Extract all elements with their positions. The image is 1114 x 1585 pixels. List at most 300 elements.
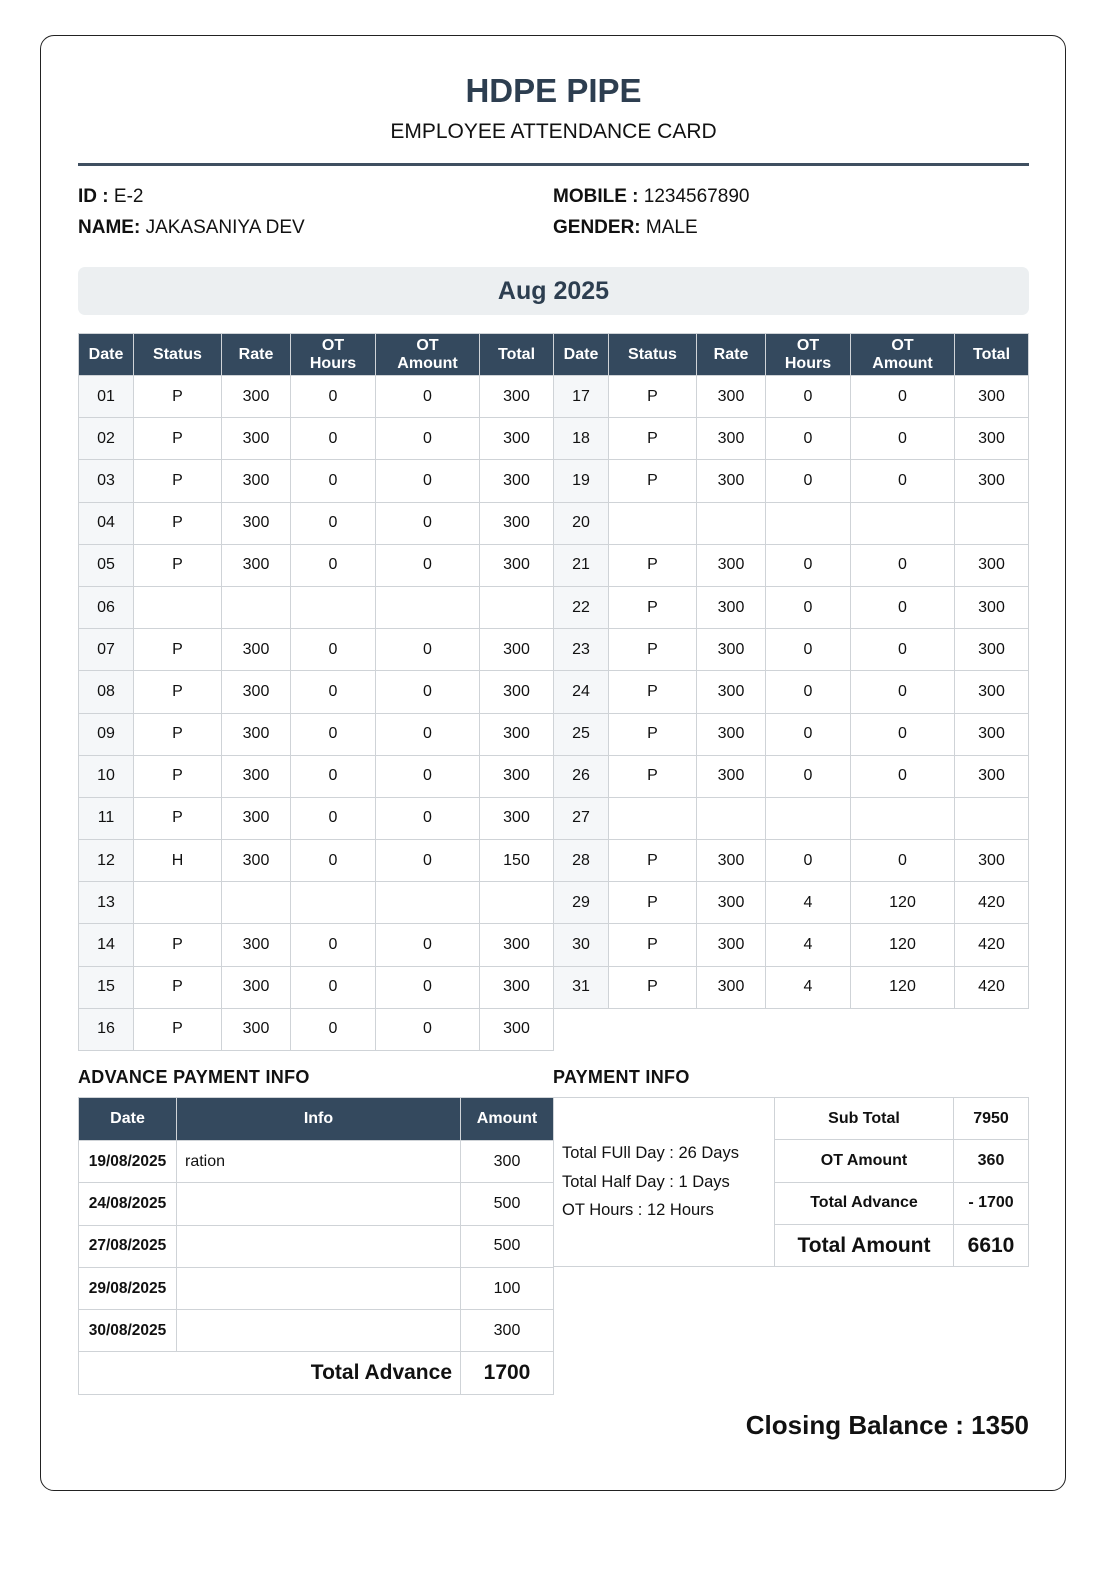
employee-name-label: NAME: [78,217,141,238]
advance-row [79,1225,554,1267]
attendance-row [79,418,554,460]
cell-ot-amount: 0 [851,713,955,755]
cell-status: P [609,882,697,924]
cell-rate: 300 [222,840,291,882]
cell-rate: 300 [697,671,766,713]
cell-ot-amount: 0 [376,544,480,586]
column-header-text: Status [628,345,677,363]
attendance-row [554,418,1029,460]
advance-amount: 300 [461,1141,554,1183]
employee-gender-label: GENDER: [553,217,641,238]
advance-row [79,1141,554,1183]
column-header-text: Total [497,345,536,363]
advance-row [79,1183,554,1225]
cell-ot-amount: 0 [851,671,955,713]
employee-gender [553,217,698,239]
cell-ot-hours: 0 [291,713,376,755]
cell-status: P [134,502,222,544]
cell-status: P [609,840,697,882]
cell-status: P [134,924,222,966]
column-header [766,334,851,376]
cell-total: 300 [480,502,554,544]
cell-rate [222,586,291,628]
cell-total: 300 [955,460,1029,502]
cell-total: 420 [955,882,1029,924]
cell-date: 31 [554,966,609,1008]
cell-ot-amount: 0 [376,966,480,1008]
attendance-row [554,376,1029,418]
attendance-row [554,544,1029,586]
cell-total: 300 [955,586,1029,628]
column-header-text: OT [891,336,914,354]
cell-date: 30 [554,924,609,966]
cell-ot-hours [766,797,851,839]
cell-ot-amount: 0 [376,755,480,797]
advance-amount: 100 [461,1267,554,1309]
cell-status: H [134,840,222,882]
column-header [697,334,766,376]
advance-row [79,1267,554,1309]
attendance-row [554,882,1029,924]
cell-date: 07 [79,629,134,671]
cell-ot-hours: 0 [291,671,376,713]
cell-rate: 300 [697,544,766,586]
payment-value: 6610 [954,1224,1029,1266]
advance-header-row [79,1098,554,1141]
cell-total: 300 [480,924,554,966]
cell-date: 06 [79,586,134,628]
cell-ot-amount: 0 [376,797,480,839]
cell-ot-hours: 0 [766,840,851,882]
column-header-text: OT [796,336,820,354]
cell-ot-amount: 0 [376,376,480,418]
column-header-text: OT [321,336,345,354]
attendance-row [554,586,1029,628]
cell-ot-amount: 0 [376,713,480,755]
advance-date: 24/08/2025 [79,1183,177,1225]
cell-ot-amount [851,797,955,839]
cell-status: P [134,376,222,418]
cell-rate: 300 [697,755,766,797]
advance-amount: 500 [461,1183,554,1225]
cell-rate: 300 [222,797,291,839]
column-header [554,334,609,376]
cell-rate: 300 [697,629,766,671]
cell-total: 420 [955,924,1029,966]
advance-total-label: Total Advance [79,1352,461,1394]
cell-ot-hours: 0 [291,966,376,1008]
advance-table [78,1097,554,1395]
cell-rate: 300 [222,966,291,1008]
cell-ot-amount: 0 [376,671,480,713]
cell-status: P [134,671,222,713]
cell-ot-hours: 0 [766,755,851,797]
cell-ot-amount [376,882,480,924]
cell-total: 300 [480,671,554,713]
cell-status: P [134,544,222,586]
attendance-row [79,502,554,544]
cell-status: P [134,460,222,502]
cell-ot-amount: 0 [851,418,955,460]
cell-ot-amount: 120 [851,882,955,924]
cell-date: 20 [554,502,609,544]
cell-rate: 300 [222,629,291,671]
advance-info [177,1183,461,1225]
cell-total: 420 [955,966,1029,1008]
attendance-row [79,544,554,586]
cell-ot-hours: 0 [766,713,851,755]
attendance-row [79,882,554,924]
cell-date: 10 [79,755,134,797]
cell-rate [222,882,291,924]
cell-rate: 300 [697,418,766,460]
cell-status: P [609,966,697,1008]
column-header [134,334,222,376]
payment-table [553,1097,1029,1267]
card-subtitle: EMPLOYEE ATTENDANCE CARD [390,120,717,143]
column-header-text: Total [972,345,1011,363]
cell-date: 01 [79,376,134,418]
attendance-row [79,671,554,713]
cell-total: 300 [955,755,1029,797]
cell-rate: 300 [222,755,291,797]
cell-status: P [609,586,697,628]
cell-ot-hours: 0 [291,418,376,460]
cell-rate: 300 [697,924,766,966]
cell-ot-amount [376,586,480,628]
advance-amount: 500 [461,1225,554,1267]
cell-total [955,502,1029,544]
cell-status: P [134,797,222,839]
cell-date: 11 [79,797,134,839]
cell-status [609,797,697,839]
cell-ot-amount: 0 [376,418,480,460]
employee-name [78,217,305,239]
cell-rate: 300 [222,376,291,418]
cell-rate: 300 [222,671,291,713]
cell-ot-amount: 120 [851,966,955,1008]
cell-ot-amount: 0 [851,840,955,882]
advance-info [177,1267,461,1309]
cell-date: 27 [554,797,609,839]
cell-status: P [134,1008,222,1050]
attendance-row [554,502,1029,544]
column-header [609,334,697,376]
payment-label: Sub Total [775,1098,954,1140]
header-divider [78,163,1029,166]
cell-ot-hours: 0 [291,376,376,418]
column-header [291,334,376,376]
column-header-text: Status [153,345,202,363]
advance-amount: 300 [461,1310,554,1352]
cell-date: 19 [554,460,609,502]
cell-ot-amount: 0 [376,502,480,544]
advance-row [79,1310,554,1352]
column-header [955,334,1029,376]
attendance-header-row [79,334,554,376]
attendance-row [554,713,1029,755]
payment-value: - 1700 [954,1182,1029,1224]
cell-date: 16 [79,1008,134,1050]
payment-value: 7950 [954,1098,1029,1140]
cell-ot-hours: 0 [766,629,851,671]
payment-label: OT Amount [775,1140,954,1182]
column-header [851,334,955,376]
cell-date: 12 [79,840,134,882]
cell-date: 18 [554,418,609,460]
advance-info [177,1225,461,1267]
cell-rate: 300 [697,586,766,628]
attendance-row [554,755,1029,797]
cell-total: 300 [480,376,554,418]
cell-total: 300 [955,840,1029,882]
cell-status: P [134,966,222,1008]
cell-ot-amount: 0 [376,840,480,882]
column-header [222,334,291,376]
payment-label: Total Amount [775,1224,954,1266]
advance-info [177,1310,461,1352]
payment-row [554,1098,1029,1140]
cell-ot-hours: 0 [291,629,376,671]
cell-rate: 300 [697,966,766,1008]
attendance-table-right [553,333,1029,1009]
cell-rate [697,797,766,839]
attendance-row [554,671,1029,713]
cell-ot-amount: 0 [376,460,480,502]
advance-column-header: Date [79,1098,177,1141]
cell-rate [697,502,766,544]
advance-column-header: Amount [461,1098,554,1141]
cell-total: 300 [480,1008,554,1050]
cell-status: P [609,460,697,502]
cell-total: 300 [480,755,554,797]
cell-total [955,797,1029,839]
cell-date: 02 [79,418,134,460]
employee-mobile-value: 1234567890 [643,186,750,207]
attendance-row [554,840,1029,882]
column-header-text: Amount [872,354,933,372]
cell-ot-amount: 0 [376,629,480,671]
cell-date: 04 [79,502,134,544]
advance-total-value: 1700 [461,1352,554,1394]
cell-rate: 300 [222,713,291,755]
column-header-text: Hours [784,354,832,372]
cell-ot-amount: 0 [851,544,955,586]
payment-label: Total Advance [775,1182,954,1224]
cell-status: P [134,629,222,671]
attendance-card [40,35,1066,1491]
attendance-row [554,629,1029,671]
cell-status: P [609,418,697,460]
cell-ot-hours: 4 [766,966,851,1008]
cell-ot-amount: 0 [851,460,955,502]
cell-status [609,502,697,544]
cell-ot-hours: 0 [291,755,376,797]
advance-date: 30/08/2025 [79,1310,177,1352]
cell-ot-hours: 0 [291,544,376,586]
cell-date: 28 [554,840,609,882]
employee-id-label: ID : [78,186,109,207]
advance-date: 27/08/2025 [79,1225,177,1267]
employee-mobile-label: MOBILE : [553,186,639,207]
cell-rate: 300 [222,924,291,966]
cell-ot-hours: 4 [766,882,851,924]
advance-date: 19/08/2025 [79,1141,177,1183]
employee-id [78,186,143,208]
cell-date: 25 [554,713,609,755]
employee-mobile [553,186,749,208]
closing-balance: Closing Balance : 1350 [745,1410,1029,1440]
column-header-text: Date [88,345,124,363]
cell-date: 22 [554,586,609,628]
cell-total: 300 [955,418,1029,460]
column-header [376,334,480,376]
cell-total [480,586,554,628]
cell-total: 300 [955,713,1029,755]
advance-column-header: Info [177,1098,461,1141]
attendance-table-left [78,333,554,1051]
cell-date: 14 [79,924,134,966]
cell-date: 15 [79,966,134,1008]
cell-status: P [609,376,697,418]
cell-ot-hours: 0 [766,544,851,586]
cell-status: P [609,924,697,966]
attendance-row [79,755,554,797]
cell-ot-hours: 0 [291,460,376,502]
cell-status: P [134,755,222,797]
cell-date: 23 [554,629,609,671]
cell-ot-hours [291,586,376,628]
cell-ot-hours [291,882,376,924]
cell-ot-amount: 120 [851,924,955,966]
column-header-text: OT [416,336,439,354]
month-banner: Aug 2025 [78,267,1029,315]
cell-ot-amount: 0 [376,1008,480,1050]
cell-ot-hours: 4 [766,924,851,966]
cell-status [134,882,222,924]
cell-total: 300 [955,629,1029,671]
payment-value: 360 [954,1140,1029,1182]
cell-total: 300 [955,544,1029,586]
cell-ot-hours [766,502,851,544]
cell-total: 300 [480,966,554,1008]
attendance-row [79,713,554,755]
cell-date: 26 [554,755,609,797]
attendance-row [554,924,1029,966]
cell-ot-amount: 0 [851,629,955,671]
column-header-text: Rate [713,345,749,363]
cell-rate: 300 [697,376,766,418]
cell-date: 24 [554,671,609,713]
cell-date: 21 [554,544,609,586]
attendance-row [79,629,554,671]
cell-date: 05 [79,544,134,586]
attendance-row [79,840,554,882]
cell-ot-hours: 0 [291,502,376,544]
cell-total: 300 [480,797,554,839]
cell-ot-hours: 0 [766,460,851,502]
cell-ot-hours: 0 [291,924,376,966]
attendance-row [554,797,1029,839]
cell-ot-hours: 0 [291,840,376,882]
cell-rate: 300 [697,882,766,924]
cell-status: P [609,755,697,797]
attendance-row [79,586,554,628]
cell-date: 17 [554,376,609,418]
cell-total: 300 [480,713,554,755]
advance-date: 29/08/2025 [79,1267,177,1309]
payment-section-title: PAYMENT INFO [553,1067,690,1087]
cell-status [134,586,222,628]
cell-ot-amount: 0 [376,924,480,966]
cell-rate: 300 [222,544,291,586]
cell-ot-hours: 0 [766,418,851,460]
cell-rate: 300 [222,460,291,502]
cell-rate: 300 [697,713,766,755]
cell-rate: 300 [222,1008,291,1050]
cell-ot-hours: 0 [766,586,851,628]
cell-rate: 300 [697,840,766,882]
cell-total: 300 [955,671,1029,713]
attendance-row [79,924,554,966]
cell-total [480,882,554,924]
cell-status: P [609,713,697,755]
attendance-row [79,460,554,502]
cell-ot-hours: 0 [291,1008,376,1050]
advance-section-title: ADVANCE PAYMENT INFO [78,1067,310,1087]
payment-summary-line: Total Half Day : 1 Days [562,1172,730,1191]
cell-rate: 300 [222,502,291,544]
cell-status: P [609,629,697,671]
employee-name-value: JAKASANIYA DEV [145,217,305,238]
cell-ot-amount: 0 [851,755,955,797]
cell-rate: 300 [697,460,766,502]
column-header [79,334,134,376]
payment-summary-line: Total FUll Day : 26 Days [562,1144,739,1163]
column-header [480,334,554,376]
cell-ot-amount: 0 [851,586,955,628]
attendance-row [79,376,554,418]
cell-status: P [134,418,222,460]
cell-total: 300 [480,629,554,671]
payment-summary-line: OT Hours : 12 Hours [562,1201,714,1220]
cell-total: 300 [955,376,1029,418]
column-header-text: Amount [397,354,458,372]
attendance-header-row [554,334,1029,376]
cell-status: P [609,544,697,586]
cell-status: P [134,713,222,755]
cell-ot-hours: 0 [766,671,851,713]
cell-ot-hours: 0 [291,797,376,839]
cell-date: 03 [79,460,134,502]
cell-ot-hours: 0 [766,376,851,418]
attendance-row [79,1008,554,1050]
payment-summary [554,1098,775,1267]
cell-total: 300 [480,460,554,502]
advance-info: ration [177,1141,461,1183]
cell-date: 13 [79,882,134,924]
cell-date: 08 [79,671,134,713]
cell-date: 29 [554,882,609,924]
attendance-row [79,966,554,1008]
cell-total: 300 [480,418,554,460]
cell-total: 300 [480,544,554,586]
cell-status: P [609,671,697,713]
cell-total: 150 [480,840,554,882]
attendance-row [554,460,1029,502]
column-header-text: Date [563,345,599,363]
employee-id-value: E-2 [113,186,144,207]
